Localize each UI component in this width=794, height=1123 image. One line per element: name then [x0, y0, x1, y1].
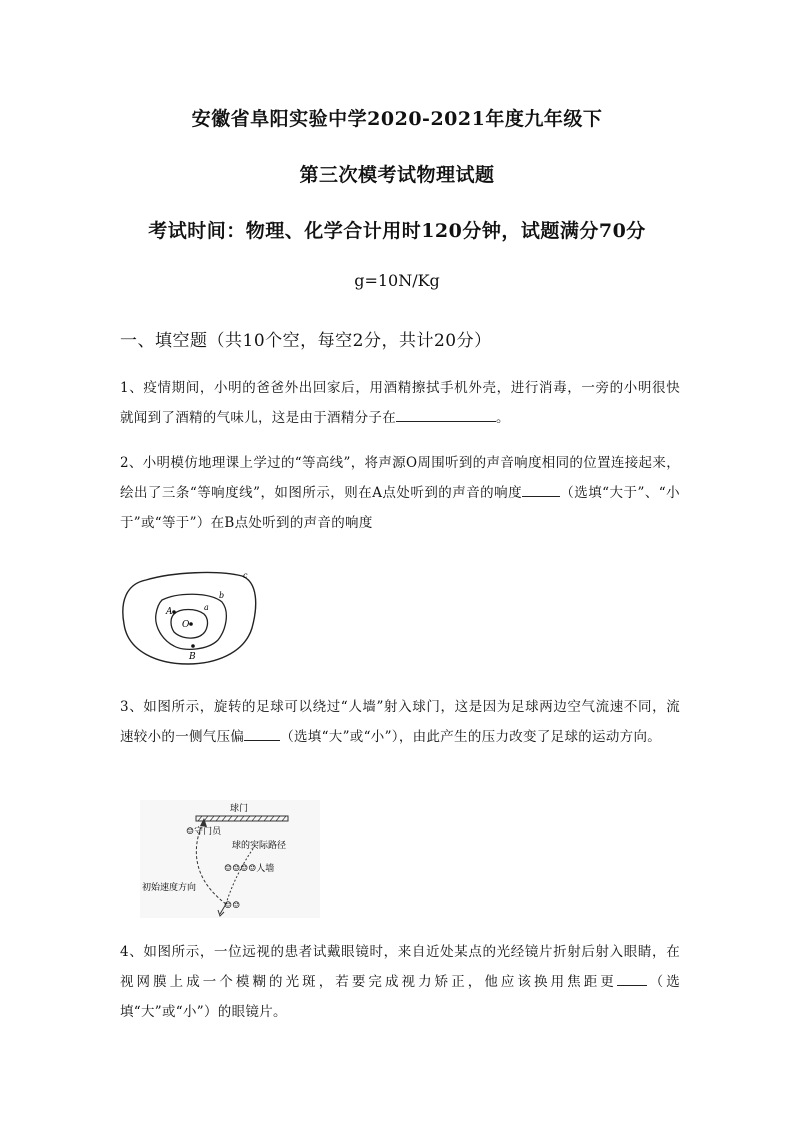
answer-blank-2	[522, 482, 560, 497]
question-3-tail: （选填“大”或“小”），由此产生的压力改变了足球的运动方向。	[280, 729, 662, 745]
label-A: A	[166, 607, 173, 617]
label-B: B	[189, 652, 196, 662]
exam-title-line1: 安徽省阜阳实验中学2020-2021年度九年级下	[191, 108, 603, 130]
soccer-figure	[140, 800, 320, 918]
exam-title-line2: 第三次模考试物理试题	[299, 164, 495, 186]
contour-figure	[118, 566, 266, 666]
answer-blank-3	[244, 726, 280, 741]
question-4-text: 4、如图所示，一位远视的患者试戴眼镜时，来自近处某点的光经镜片折射后射入眼睛，在视网膜上成一个模糊的光斑，若要完成视力矫正，他应该换用焦距更	[120, 944, 680, 990]
point-o-dot	[189, 622, 193, 626]
label-O: O	[182, 620, 190, 630]
section-heading: 一、填空题（共10个空，每空2分，共计20分）	[120, 331, 492, 351]
question-2-tail: （选填“大于”、“小于”或“等于”）在B点处听到的声音的响度	[120, 485, 680, 531]
answer-blank-1	[396, 407, 496, 422]
question-3-text: 3、如图所示，旋转的足球可以绕过“人墙”射入球门，这是因为足球两边空气流速不同，流速较小的一侧气压偏	[120, 699, 680, 745]
label-c: c	[243, 571, 248, 580]
question-1-tail: 。	[496, 410, 510, 426]
goal-label: 球门	[230, 804, 249, 814]
question-4	[120, 937, 680, 1027]
question-1	[120, 373, 680, 433]
question-3	[120, 692, 680, 752]
wall-label: ☺☺☺☺人墙	[224, 864, 275, 874]
label-a: a	[204, 603, 209, 612]
question-2	[120, 448, 680, 538]
label-b: b	[219, 591, 225, 600]
path-label: 球的实际路径	[232, 841, 287, 851]
contour-line-b	[156, 594, 227, 649]
point-b-dot	[191, 644, 195, 648]
goalkeeper-label: ☺守门员	[186, 827, 222, 837]
kicker-label: ☺☺	[224, 901, 241, 911]
answer-blank-4	[617, 971, 647, 986]
gravity-constant: g=10N/Kg	[354, 271, 440, 290]
contour-line-c	[123, 573, 256, 664]
exam-info: 考试时间：物理、化学合计用时120分钟，试题满分70分	[148, 220, 646, 242]
point-a-dot	[172, 610, 176, 614]
question-1-text: 1、疫情期间，小明的爸爸外出回家后，用酒精擦拭手机外壳，进行消毒，一旁的小明很快就闻到了酒精的气味儿，这是由于酒精分子在	[120, 380, 680, 426]
question-4-tail: （选填“大”或“小”）的眼镜片。	[120, 974, 680, 1020]
velocity-label: 初始速度方向	[142, 883, 197, 893]
question-2-text: 2、小明模仿地理课上学过的“等高线”，将声源O周围听到的声音响度相同的位置连接起来，绘出了三条“等响度线”，如图所示，则在A点处听到的声音的响度	[120, 455, 680, 501]
